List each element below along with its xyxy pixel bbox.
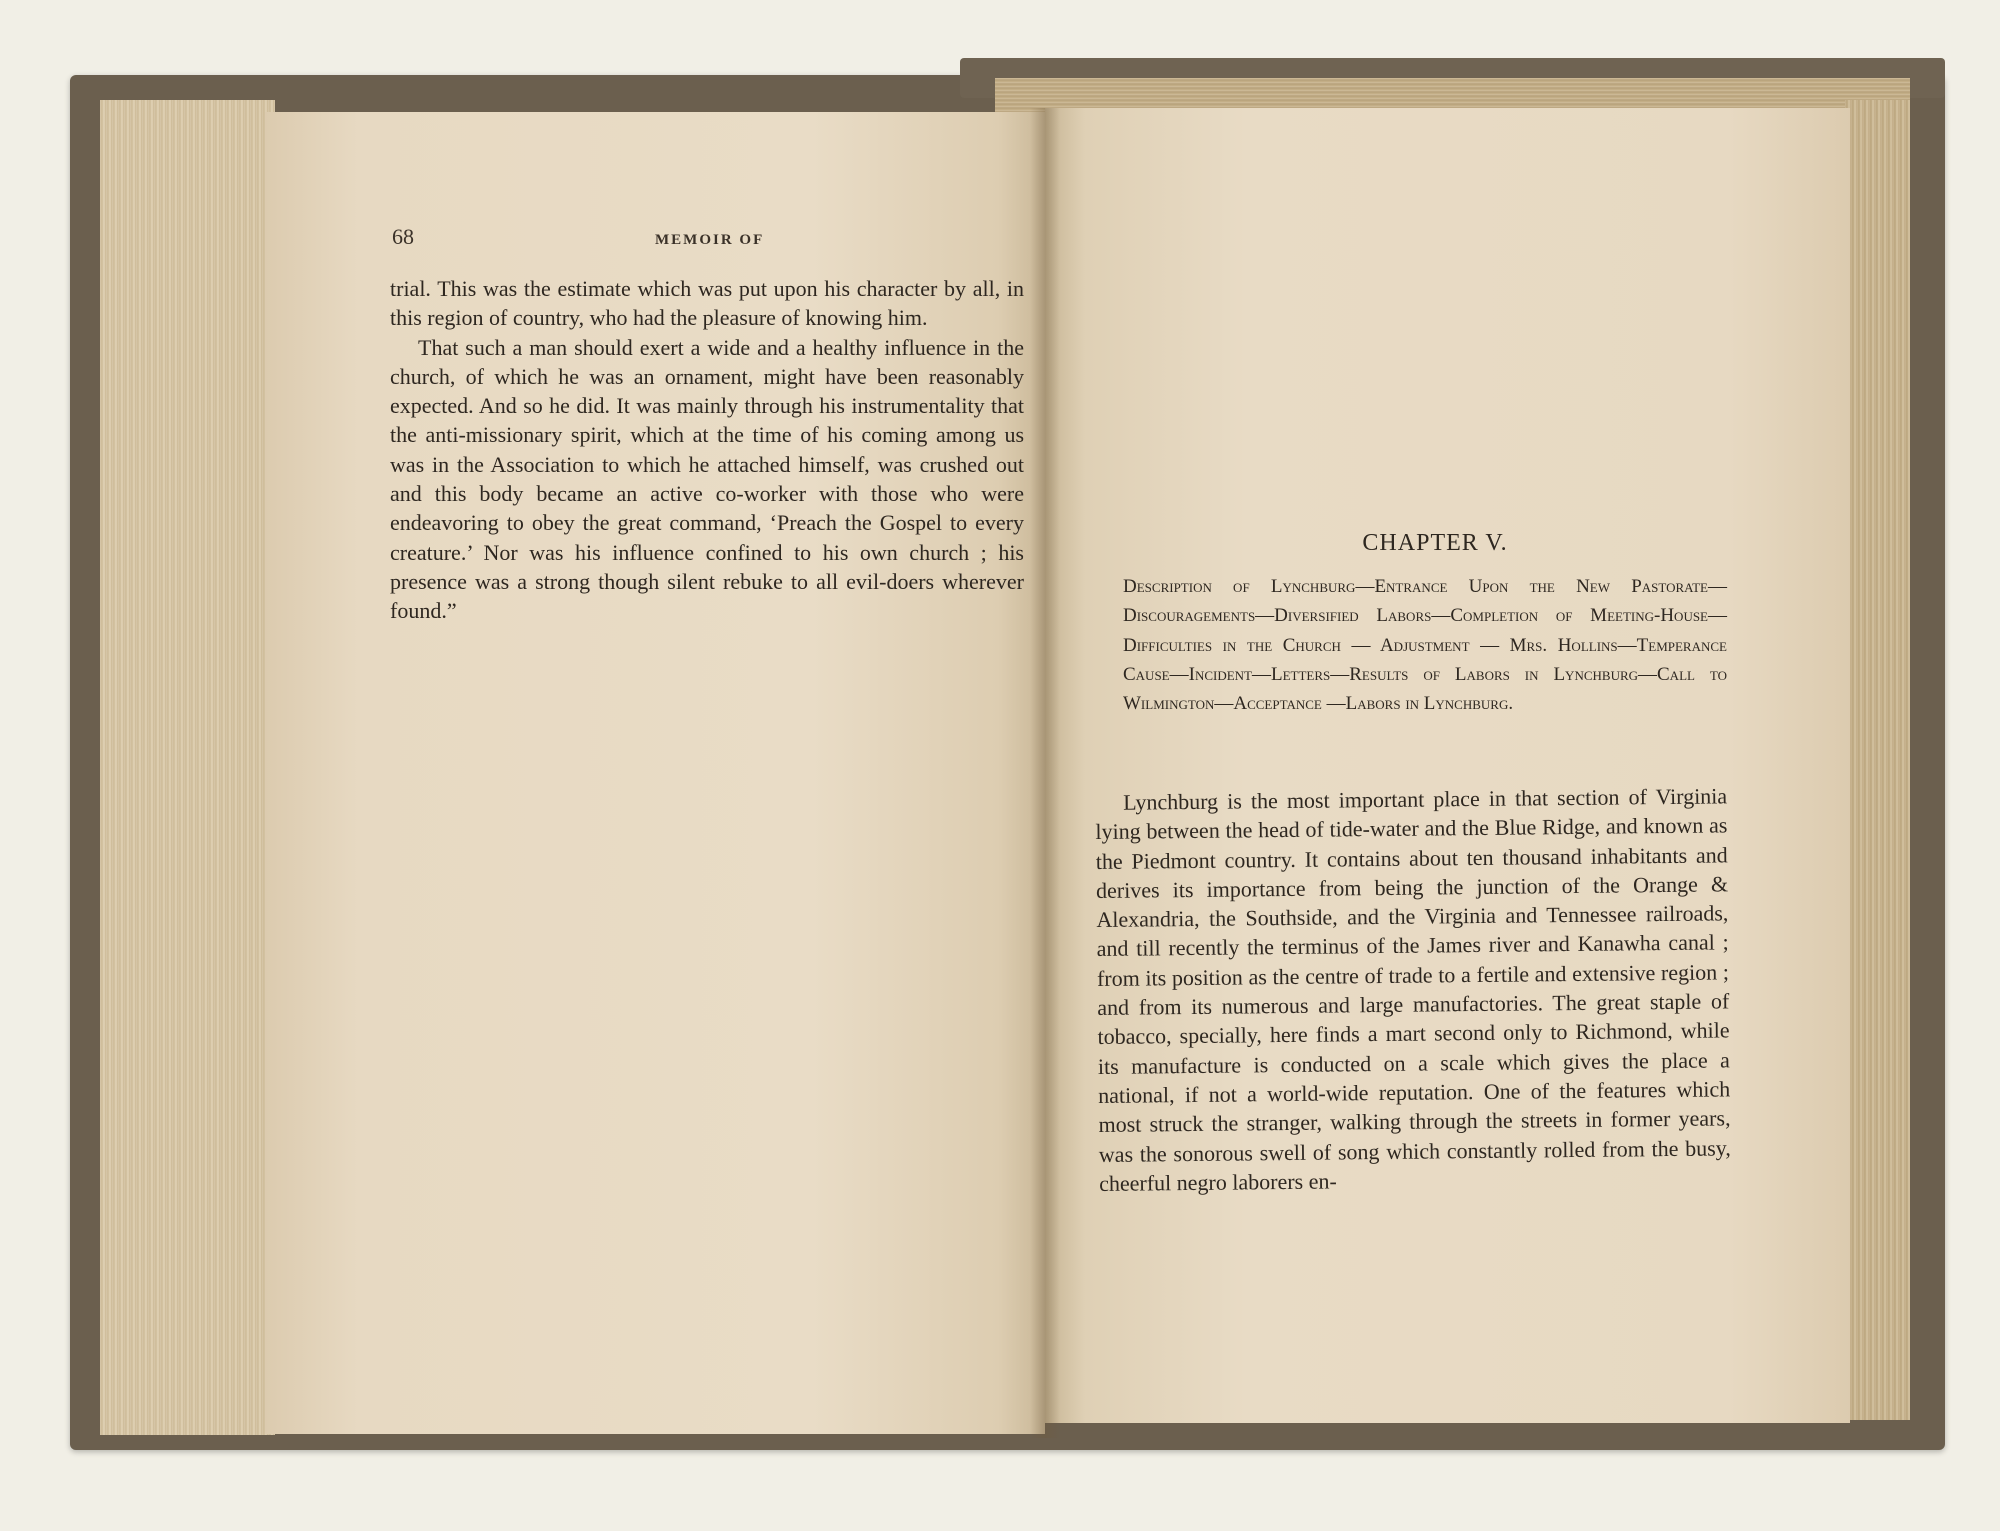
right-page bbox=[1045, 108, 1850, 1423]
page-number: 68 bbox=[392, 224, 414, 249]
paragraph: Lynchburg is the most important place in that section of Virginia lying between the head of tide-water and the Blue Ridge, and known as the Piedmont country. It contains about ten thousand inhabitants and derives its importance from being the junction of the Orange & Alexandria, the Southside, and the Virginia and Tennessee railroads, and till recently the terminus of the James river and Kanawha canal ; from its position as the centre of trade to a fertile and extensive region ; and from its numerous and large manufactories. The great staple of tobacco, specially, here finds a mart second only to Richmond, while its manufacture is conducted on a scale which gives the place a national, if not a world-wide reputation. One of the features which most struck the stranger, walking through the streets in former years, was the sonorous swell of song which constantly rolled from the busy, cheerful negro laborers en- bbox=[1095, 783, 1731, 1196]
chapter-synopsis: Description of Lynchburg—Entrance Upon the New Pastorate—Discouragements—Diversified Labors—Completion of Meeting-House—Difficulties in the Church — Adjustment — Mrs. Hollins—Temperance Cause—Incident—Letters—Results of Labors in Lynchburg—Call to Wilmington—Acceptance —Labors in Lynchburg. bbox=[1123, 576, 1727, 715]
right-page-edges bbox=[1845, 100, 1910, 1420]
paragraph: trial. This was the estimate which was put upon his character by all, in this region of country, who had the pleasure of knowing him. bbox=[390, 276, 1024, 331]
left-page-text bbox=[390, 274, 1024, 626]
running-head: MEMOIR OF bbox=[655, 232, 765, 248]
right-page-text bbox=[1095, 781, 1731, 1198]
chapter-title: CHAPTER V. bbox=[1362, 530, 1508, 556]
book-gutter bbox=[1030, 108, 1060, 1438]
left-page-edges bbox=[100, 100, 275, 1435]
paragraph: That such a man should exert a wide and a healthy influence in the church, of which he was an ornament, might have been reasonably expected. And so he did. It was mainly through his instrumentality that the anti-missionary spirit, which at the time of his coming among us was in the Association to which he attached himself, was crushed out and this body became an active co-worker with those who were endeavoring to obey the great command, ‘Preach the Gospel to every creature.’ Nor was his influence confined to his own church ; his presence was a strong though silent rebuke to all evil-doers wherever found.” bbox=[390, 334, 1024, 624]
